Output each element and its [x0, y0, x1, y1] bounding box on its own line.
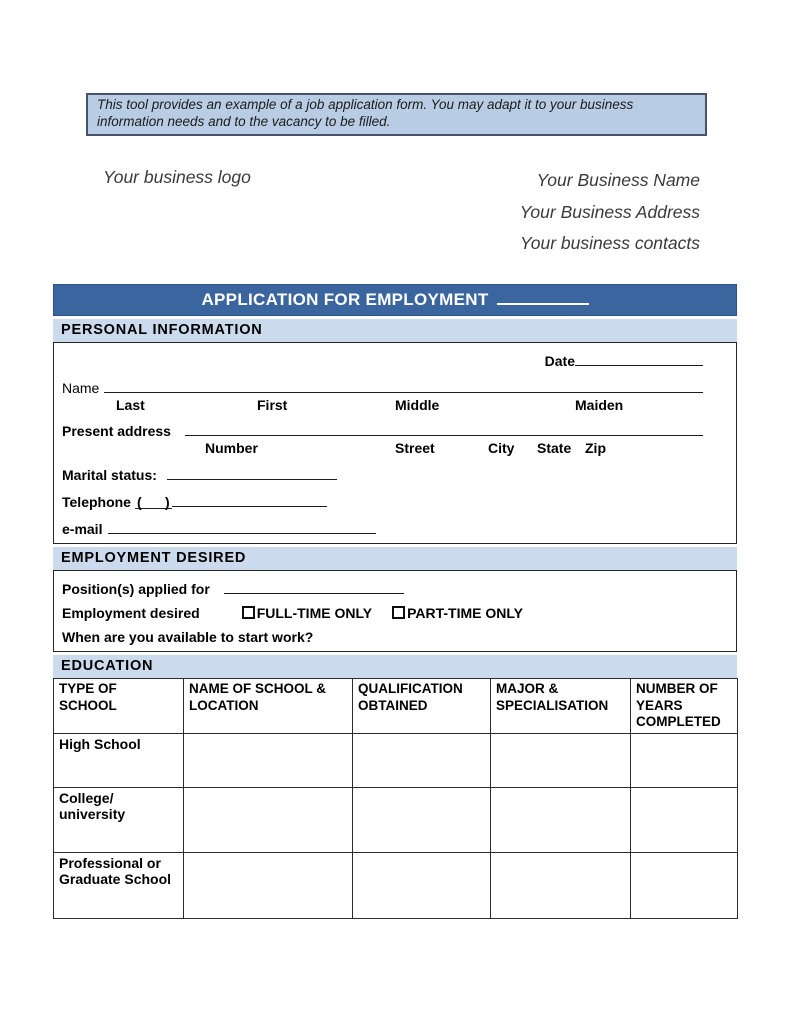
name-row — [62, 378, 728, 396]
area-code-field[interactable]: ( ) — [136, 494, 170, 510]
position-row — [62, 579, 728, 597]
address-sublabel-city: City — [488, 440, 515, 456]
address-sublabel-street: Street — [395, 440, 435, 456]
name-sublabel-first: First — [257, 397, 288, 413]
application-form — [53, 284, 737, 919]
business-contacts: Your business contacts — [520, 233, 700, 253]
address-row — [62, 421, 728, 439]
business-logo-placeholder: Your business logo — [103, 167, 251, 187]
address-sublabel-state: State — [537, 440, 572, 456]
email-label: e-mail — [62, 521, 103, 537]
business-info — [520, 165, 700, 260]
college-name-cell[interactable] — [184, 787, 353, 852]
name-sublabel-maiden: Maiden — [575, 397, 624, 413]
marital-status-field[interactable] — [167, 465, 337, 480]
name-field[interactable] — [104, 378, 703, 393]
professional-major-cell[interactable] — [491, 852, 631, 918]
college-years-cell[interactable] — [631, 787, 738, 852]
employment-type-row — [62, 605, 728, 621]
education-col-major: MAJOR & SPECIALISATION — [491, 679, 631, 734]
address-sublabel-number: Number — [205, 440, 258, 456]
high-school-qualification-cell[interactable] — [353, 733, 491, 787]
address-sublabel-zip: Zip — [585, 440, 606, 456]
form-title: APPLICATION FOR EMPLOYMENT — [201, 290, 489, 309]
row-label-high-school: High School — [54, 733, 184, 787]
email-row — [62, 519, 728, 537]
section-heading-education: EDUCATION — [53, 655, 737, 678]
parttime-label: PART-TIME ONLY — [407, 605, 523, 621]
marital-status-label: Marital status: — [62, 467, 157, 483]
position-field[interactable] — [224, 579, 404, 594]
employment-desired-box — [53, 570, 737, 652]
availability-label: When are you available to start work? — [62, 629, 314, 645]
name-label: Name — [62, 380, 100, 396]
education-row-professional — [54, 852, 738, 918]
address-field[interactable] — [185, 421, 703, 436]
position-label: Position(s) applied for — [62, 581, 210, 597]
letterhead — [103, 165, 700, 260]
professional-qualification-cell[interactable] — [353, 852, 491, 918]
employment-desired-label: Employment desired — [62, 605, 200, 621]
name-sublabel-last: Last — [116, 397, 145, 413]
notice-box — [86, 93, 707, 136]
education-col-years: NUMBER OF YEARS COMPLETED — [631, 679, 738, 734]
telephone-row — [62, 492, 728, 510]
parttime-option — [392, 605, 523, 621]
education-header-row — [54, 679, 738, 734]
education-row-high-school — [54, 733, 738, 787]
row-label-professional: Professional or Graduate School — [54, 852, 184, 918]
marital-status-row — [62, 465, 728, 483]
education-col-name-location: NAME OF SCHOOL & LOCATION — [184, 679, 353, 734]
education-col-qualification: QUALIFICATION OBTAINED — [353, 679, 491, 734]
name-sublabels — [62, 397, 728, 414]
education-col-type: TYPE OF SCHOOL — [54, 679, 184, 734]
fulltime-label: FULL-TIME ONLY — [256, 605, 373, 621]
email-field[interactable] — [108, 519, 376, 534]
date-row — [62, 351, 703, 369]
section-heading-employment: EMPLOYMENT DESIRED — [53, 547, 737, 570]
business-name: Your Business Name — [536, 170, 700, 190]
business-address: Your Business Address — [519, 201, 700, 222]
row-label-college: College/ university — [54, 787, 184, 852]
professional-years-cell[interactable] — [631, 852, 738, 918]
college-major-cell[interactable] — [491, 787, 631, 852]
professional-name-cell[interactable] — [184, 852, 353, 918]
telephone-label: Telephone — [62, 494, 131, 510]
notice-text: This tool provides an example of a job application form. You may adapt it to your business information needs and to the vacancy to be filled. — [97, 97, 634, 129]
form-title-bar — [53, 284, 737, 316]
section-heading-personal: PERSONAL INFORMATION — [53, 319, 737, 342]
date-label: Date — [544, 353, 575, 369]
telephone-field[interactable] — [172, 492, 327, 507]
address-label: Present address — [62, 423, 171, 439]
parttime-checkbox[interactable] — [392, 606, 405, 619]
address-sublabels — [62, 440, 728, 457]
fulltime-option — [242, 605, 372, 621]
fulltime-checkbox[interactable] — [242, 606, 255, 619]
education-table — [53, 678, 738, 919]
high-school-major-cell[interactable] — [491, 733, 631, 787]
college-qualification-cell[interactable] — [353, 787, 491, 852]
form-title-blank[interactable] — [497, 289, 589, 305]
high-school-years-cell[interactable] — [631, 733, 738, 787]
education-row-college — [54, 787, 738, 852]
date-field[interactable] — [575, 351, 703, 366]
high-school-name-cell[interactable] — [184, 733, 353, 787]
personal-info-box — [53, 342, 737, 544]
name-sublabel-middle: Middle — [395, 397, 440, 413]
